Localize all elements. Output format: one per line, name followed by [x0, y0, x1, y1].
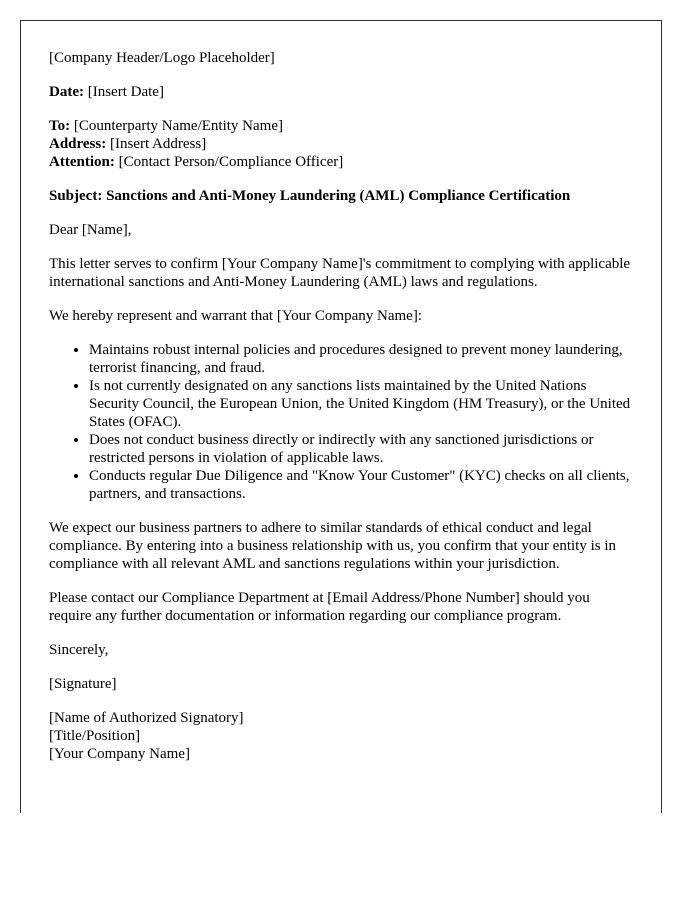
signatory-company: [Your Company Name]	[49, 746, 190, 762]
salutation: Dear [Name],	[49, 222, 132, 238]
letter-page	[20, 20, 662, 813]
company-header: [Company Header/Logo Placeholder]	[49, 50, 275, 66]
signatory-title: [Title/Position]	[49, 728, 141, 744]
list-item: • Does not conduct business directly or indirectly with any sanctioned jurisdictions or restricted persons in violation of applicable laws.	[89, 431, 634, 467]
to-value: [Counterparty Name/Entity Name]	[73, 118, 283, 134]
address-label: Address:	[49, 136, 107, 152]
list-item: • Is not currently designated on any sanctions lists maintained by the United Nations Security Council, the European Union, the United Kingdom (HM Treasury), or the United States (OFAC).	[89, 377, 634, 431]
list-item: • Conducts regular Due Diligence and "Know Your Customer" (KYC) checks on all clients, partners, and transactions.	[89, 467, 634, 503]
signatory-name: [Name of Authorized Signatory]	[49, 710, 244, 726]
list-item: • Maintains robust internal policies and procedures designed to prevent money laundering, terrorist financing, and fraud.	[89, 341, 634, 377]
closing: Sincerely,	[49, 642, 109, 658]
date-label: Date:	[49, 84, 84, 100]
warranty-list	[49, 341, 634, 503]
date-value: [Insert Date]	[87, 84, 164, 100]
intro-paragraph: This letter serves to confirm [Your Company Name]'s commitment to complying with applicable international sanctions and Anti-Money Laundering (AML) laws and regulations.	[49, 256, 631, 290]
signature: [Signature]	[49, 676, 117, 692]
attention-label: Attention:	[49, 154, 115, 170]
to-label: To:	[49, 118, 71, 134]
signatory-block	[49, 709, 634, 763]
expectation-paragraph: We expect our business partners to adhere to similar standards of ethical conduct and legal compliance. By entering into a business relationship with us, you confirm that your entity is in compliance with all relevant AML and sanctions regulations within your jurisdiction.	[49, 520, 616, 572]
date-line	[49, 83, 634, 101]
address-value: [Insert Address]	[109, 136, 207, 152]
contact-paragraph: Please contact our Compliance Department at [Email Address/Phone Number] should you require any further documentation or information regarding our compliance program.	[49, 590, 590, 624]
recipient-block	[49, 117, 634, 171]
subject-line	[49, 187, 634, 205]
represent-paragraph: We hereby represent and warrant that [Your Company Name]:	[49, 308, 422, 324]
attention-value: [Contact Person/Compliance Officer]	[118, 154, 344, 170]
subject-text: Subject: Sanctions and Anti-Money Laundering (AML) Compliance Certification	[49, 188, 571, 204]
